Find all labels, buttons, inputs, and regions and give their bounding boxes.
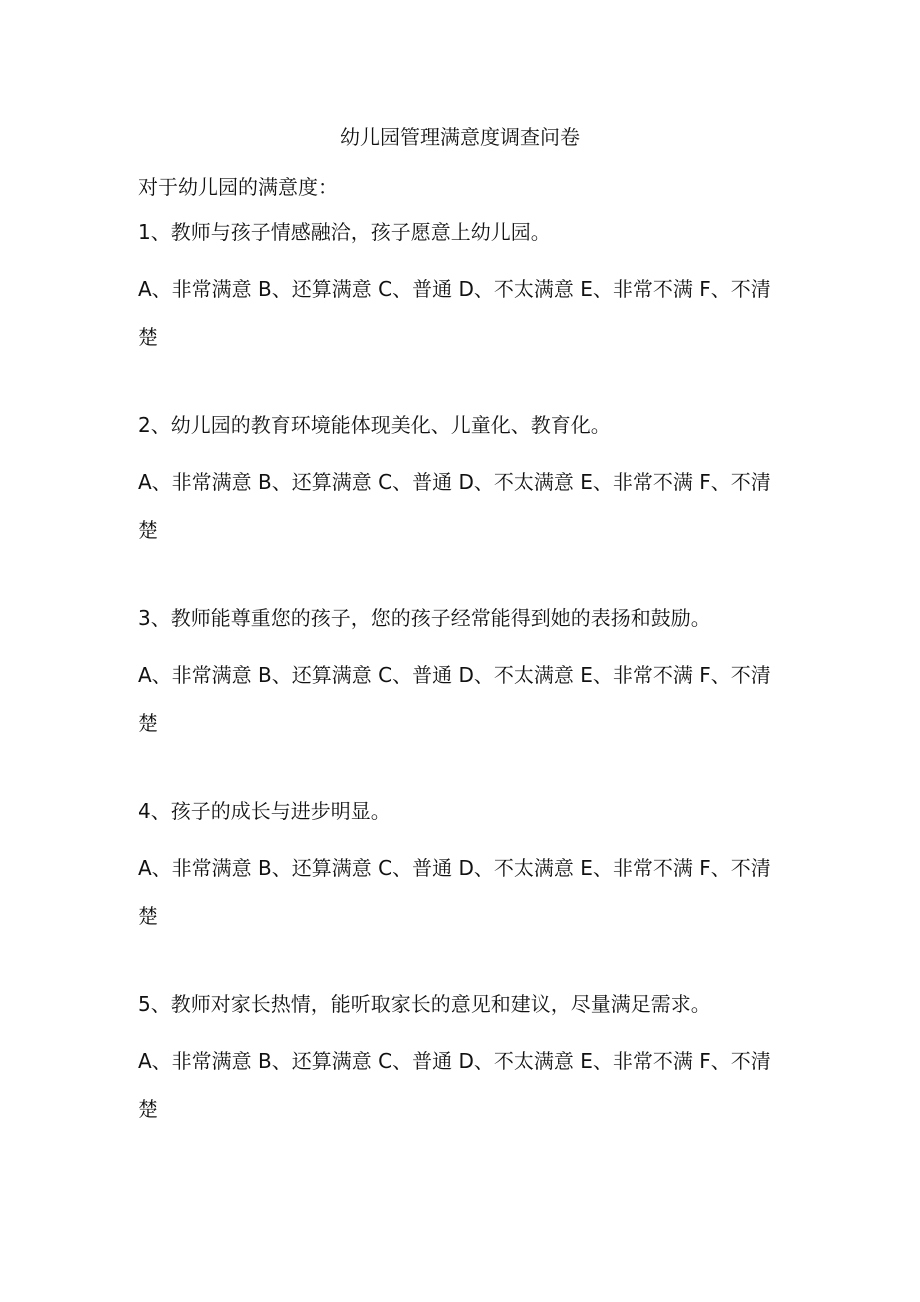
question-options: A、非常满意 B、还算满意 C、普通 D、不太满意 E、非常不满 F、不清楚: [138, 277, 771, 349]
question-5: [138, 989, 788, 1133]
question-2: [138, 410, 788, 554]
question-options: A、非常满意 B、还算满意 C、普通 D、不太满意 E、非常不满 F、不清楚: [138, 470, 771, 542]
intro-text: 对于幼儿园的满意度：: [138, 175, 338, 199]
question-text: 2、幼儿园的教育环境能体现美化、儿童化、教育化。: [138, 413, 611, 437]
question-options: A、非常满意 B、还算满意 C、普通 D、不太满意 E、非常不满 F、不清楚: [138, 663, 771, 735]
question-text: 4、孩子的成长与进步明显。: [138, 799, 391, 823]
question-text: 3、教师能尊重您的孩子，您的孩子经常能得到她的表扬和鼓励。: [138, 606, 711, 630]
question-3: [138, 603, 788, 747]
question-1: [138, 217, 788, 361]
question-text: 1、教师与孩子情感融洽，孩子愿意上幼儿园。: [138, 220, 551, 244]
question-text: 5、教师对家长热情，能听取家长的意见和建议，尽量满足需求。: [138, 992, 711, 1016]
question-options: A、非常满意 B、还算满意 C、普通 D、不太满意 E、非常不满 F、不清楚: [138, 1049, 771, 1121]
question-4: [138, 796, 788, 940]
page-title: 幼儿园管理满意度调查问卷: [340, 125, 580, 149]
question-options: A、非常满意 B、还算满意 C、普通 D、不太满意 E、非常不满 F、不清楚: [138, 856, 771, 928]
